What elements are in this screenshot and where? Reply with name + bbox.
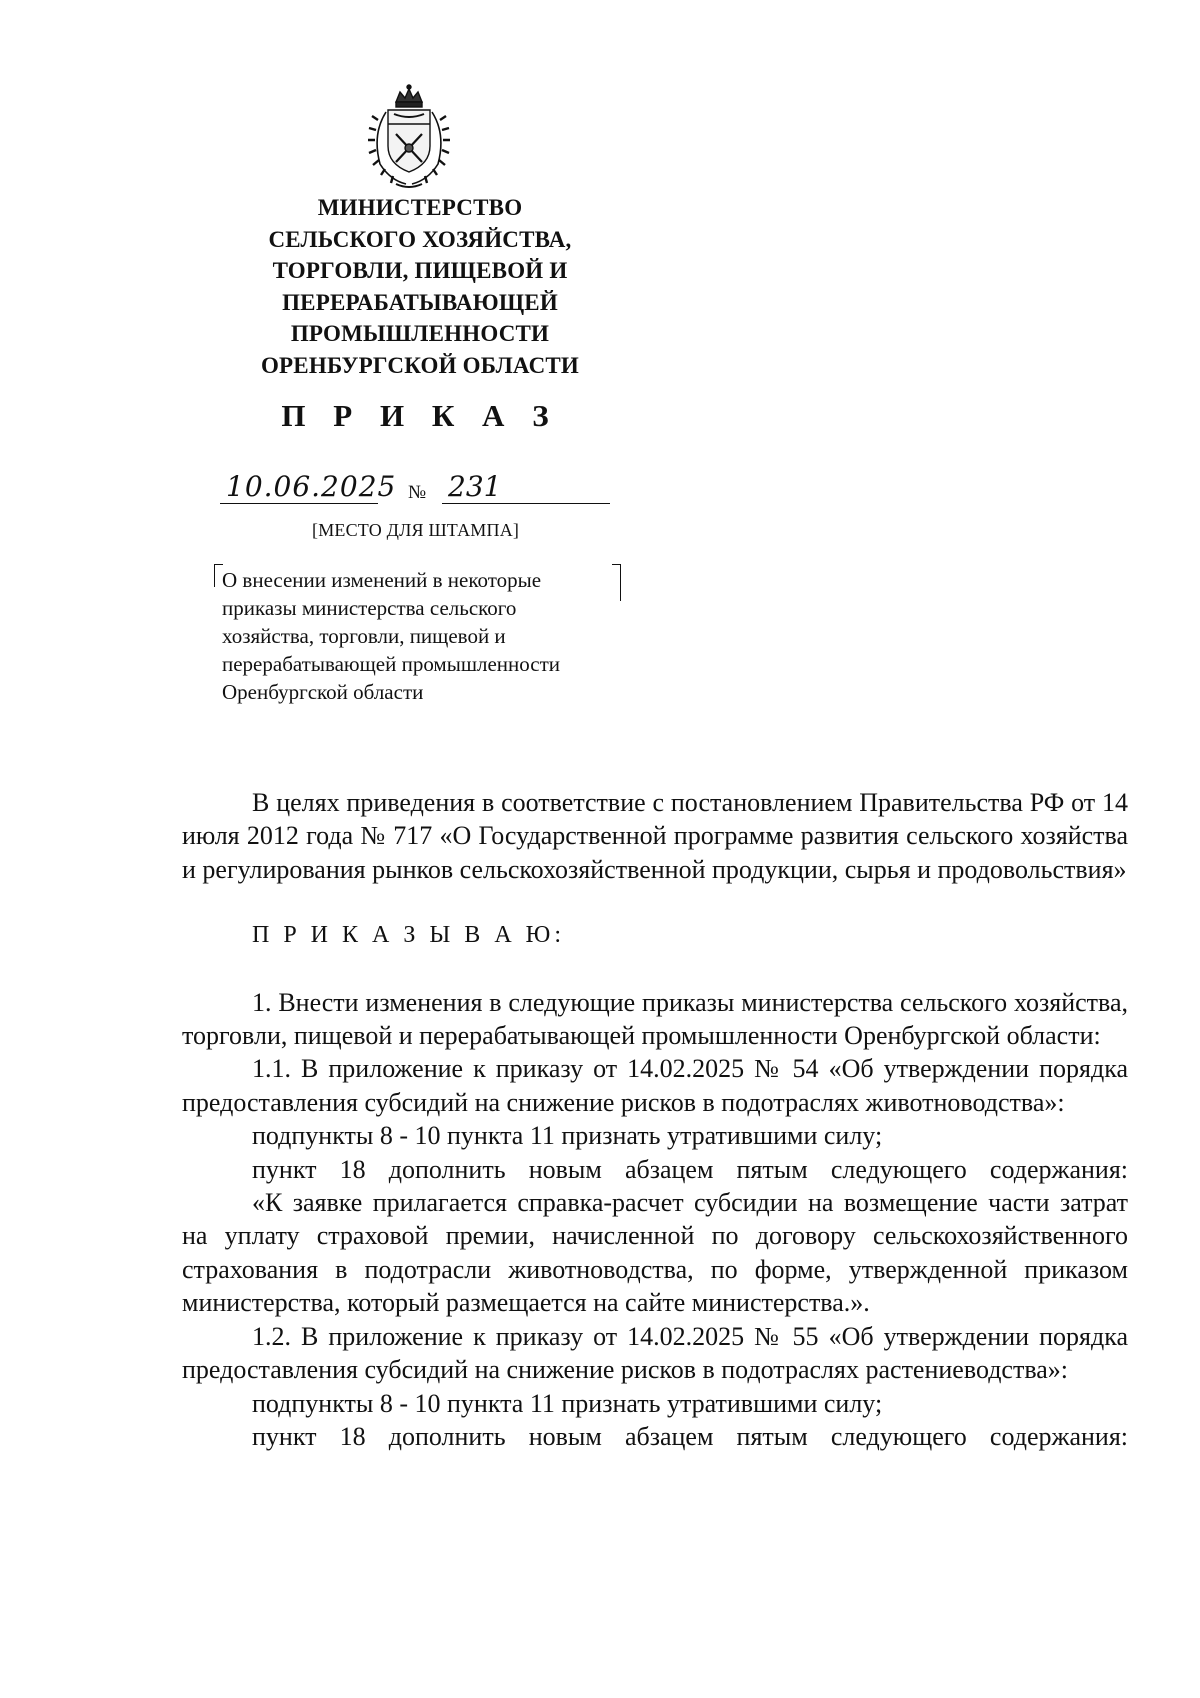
- ministry-name: [210, 192, 630, 381]
- registration-line: [220, 470, 610, 510]
- item-1-2-b: пункт 18 дополнить новым абзацем пятым следующего содержания:: [252, 1421, 1128, 1451]
- ministry-line: ОРЕНБУРГСКОЙ ОБЛАСТИ: [260, 352, 580, 378]
- ministry-line: МИНИСТЕРСТВО: [317, 195, 523, 220]
- order-date: 10.06.2025: [226, 470, 397, 503]
- order-subject: [222, 566, 622, 706]
- ministry-line: ТОРГОВЛИ, ПИЩЕВОЙ И: [272, 258, 568, 283]
- item-1-1: 1.1. В приложение к приказу от 14.02.2025 № 54 «Об утверждении порядка предоставления субсидий на снижение рисков в подотраслях животноводства»:: [182, 1054, 1128, 1117]
- subject-line: перерабатывающей промышленности: [222, 652, 561, 676]
- stamp-placeholder: [МЕСТО ДЛЯ ШТАМПА]: [312, 520, 520, 540]
- item-1-1-b: пункт 18 дополнить новым абзацем пятым следующего содержания:: [252, 1154, 1128, 1184]
- item-1: 1. Внести изменения в следующие приказы министерства сельского хозяйства, торговли, пищевой и перерабатывающей промышленности Оренбургской области:: [182, 987, 1128, 1051]
- subject-line: Оренбургской области: [222, 680, 424, 704]
- date-underline: [220, 503, 378, 504]
- ministry-line: ПРОМЫШЛЕННОСТИ: [290, 321, 550, 346]
- subject-line: хозяйства, торговли, пищевой и: [222, 624, 506, 648]
- ministry-line: СЕЛЬСКОГО ХОЗЯЙСТВА,: [268, 226, 572, 252]
- coat-of-arms-icon: [366, 84, 452, 190]
- item-1-1-a: подпункты 8 - 10 пункта 11 признать утратившими силу;: [252, 1121, 883, 1151]
- number-sign: №: [408, 482, 427, 503]
- subject-line: приказы министерства сельского: [222, 596, 517, 620]
- order-number: 231: [448, 470, 502, 503]
- order-directive: П Р И К А З Ы В А Ю:: [252, 922, 565, 949]
- item-1-1-c: «К заявке прилагается справка-расчет субсидии на возмещение части затрат на уплату страховой премии, начисленной по договору сельскохозяйственного страхования в подотрасли животноводства, по форме, утвержденной приказом министерства, который размещается на сайте министерства.».: [182, 1188, 1128, 1318]
- preamble-paragraph: В целях приведения в соответствие с постановлением Правительства РФ от 14 июля 2012 года № 717 «О Государственной программе развития сельского хозяйства и регулирования рынков сельскохозяйственной продукции, сырья и продовольствия»: [182, 788, 1128, 884]
- item-1-2-a: подпункты 8 - 10 пункта 11 признать утратившими силу;: [252, 1388, 883, 1418]
- number-underline: [442, 503, 610, 504]
- subject-line: О внесении изменений в некоторые: [222, 568, 542, 592]
- document-type-title: П Р И К А З: [281, 398, 559, 433]
- ministry-line: ПЕРЕРАБАТЫВАЮЩЕЙ: [282, 289, 558, 315]
- item-1-2: 1.2. В приложение к приказу от 14.02.2025 № 55 «Об утверждении порядка предоставления субсидий на снижение рисков в подотраслях растениеводства»:: [182, 1321, 1128, 1385]
- order-body: [182, 786, 1128, 1453]
